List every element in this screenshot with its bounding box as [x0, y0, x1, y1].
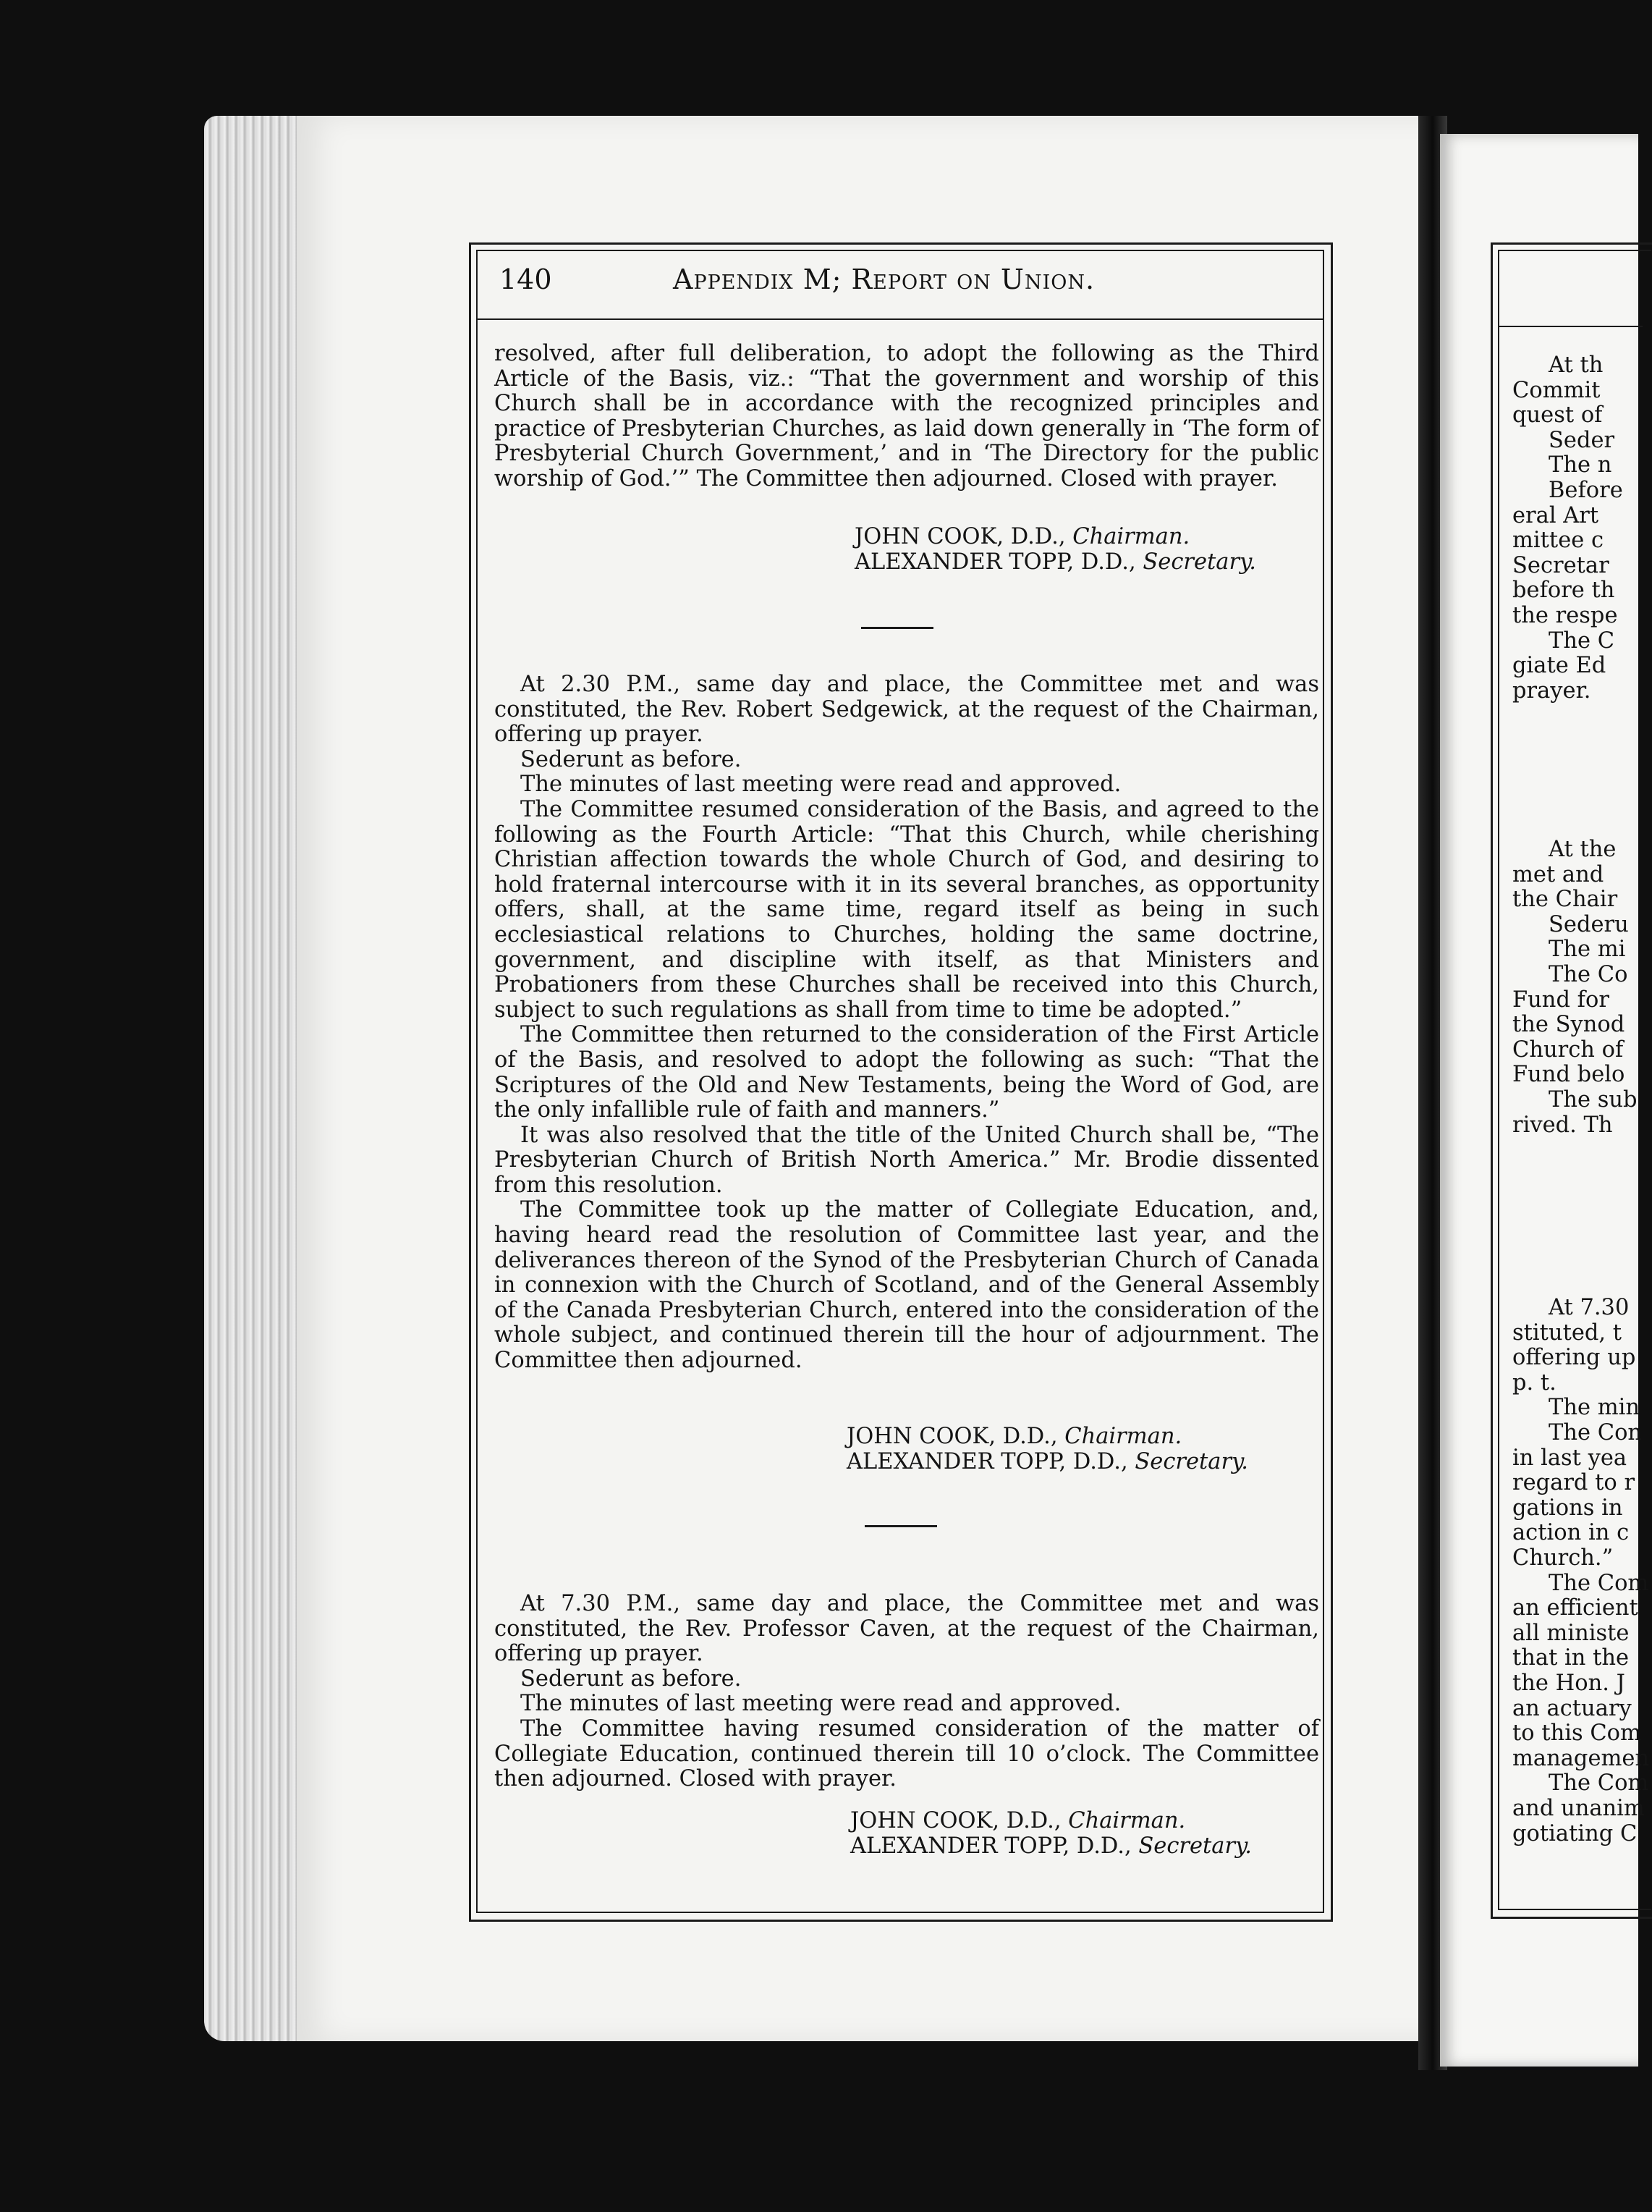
- right-page-line: the Hon. J: [1512, 1671, 1625, 1696]
- right-page-line: stituted, t: [1512, 1320, 1622, 1346]
- right-page-line: gotiating C: [1512, 1820, 1638, 1846]
- block1-text: [494, 342, 1319, 492]
- block2-paragraph: The Committee resumed consideration of the Basis, and agreed to the following as the Fourth Article: “That this Church, while cherishing Christian affection towards the whole Church of God, and desiring to hold fraternal intercourse with it in its several branches, as opportunity offers, shall, at the same time, regard itself as being in such ecclesiastical relations to Churches, holding the same doctrine, government, and discipline with itself, as that Ministers and Probationers from these Churches shall be received into this Church, subject to such regulations as shall from time to time be adopted.”: [494, 796, 1319, 1023]
- right-page-line: gations in: [1512, 1495, 1623, 1521]
- right-page-line: Commit: [1512, 377, 1601, 403]
- right-page-line: offering up: [1512, 1345, 1636, 1371]
- block3-paragraph: At 7.30 P.M., same day and place, the Committee met and was constituted, the Rev. Professor Caven, at the request of the Chairman, offering up prayer.: [494, 1591, 1319, 1667]
- right-page-line: The C: [1549, 628, 1615, 654]
- secretary-title: Secretary.: [1135, 1449, 1248, 1474]
- right-page-line: The min: [1549, 1395, 1640, 1421]
- right-page-line: the respe: [1512, 603, 1618, 628]
- right-page-line: The Con: [1549, 1420, 1643, 1445]
- section-divider: [865, 1525, 937, 1527]
- chair-title: Chairman.: [1068, 1808, 1186, 1833]
- block2-paragraph: The Committee then returned to the consideration of the First Article of the Basis, and resolved to adopt the following as such: “That the Scriptures of the Old and New Testaments, being the Word of God, are the only infallible rule of faith and manners.”: [494, 1022, 1319, 1123]
- right-page-line: all ministe: [1512, 1620, 1630, 1646]
- right-page-line: Church.”: [1512, 1545, 1614, 1571]
- right-page-line: that in the: [1512, 1645, 1630, 1671]
- block2-paragraph: At 2.30 P.M., same day and place, the Committee met and was constituted, the Rev. Robert Sedgewick, at the request of the Chairman, offering up prayer.: [494, 672, 1319, 748]
- right-page-line: Fund belo: [1512, 1062, 1625, 1088]
- secretary-title: Secretary.: [1138, 1833, 1252, 1859]
- header-rule: [476, 318, 1324, 320]
- right-page-line: an actuary: [1512, 1695, 1632, 1721]
- block3-paragraph: The minutes of last meeting were read and approved.: [520, 1691, 1122, 1717]
- block1-paragraph: resolved, after full deliberation, to adopt the following as the Third Article of the Basis, viz.: “That the government and worship of this Church shall be in accordance with the recognized principles and practice of Presbyterian Churches, as laid down generally in ‘The form of Presbyterial Church Government,’ and in ‘The Directory for the public worship of God.’” The Committee then adjourned. Closed with prayer.: [494, 341, 1319, 491]
- right-page-line: The n: [1549, 452, 1612, 478]
- chair-name: JOHN COOK, D.D.,: [847, 1424, 1058, 1449]
- block2-text: [494, 672, 1319, 1374]
- right-page-line: managemen: [1512, 1745, 1650, 1771]
- right-page-line: quest of: [1512, 402, 1603, 429]
- right-page-line: and unanim: [1512, 1796, 1645, 1821]
- block3-paragraph: Sederunt as before.: [520, 1666, 742, 1692]
- block1-chair-signature: [855, 525, 1190, 550]
- right-page-line: p. t.: [1512, 1369, 1556, 1396]
- right-page-line: regard to r: [1512, 1470, 1635, 1496]
- right-header-rule: [1498, 326, 1643, 327]
- secretary-name: ALEXANDER TOPP, D.D.,: [847, 1449, 1128, 1474]
- right-page-line: prayer.: [1512, 677, 1591, 704]
- right-page-line: giate Ed: [1512, 653, 1606, 679]
- block2-chair-signature: [847, 1424, 1182, 1450]
- block2-paragraph: It was also resolved that the title of the United Church shall be, “The Presbyterian Church of British North America.” Mr. Brodie dissented from this resolution.: [494, 1122, 1319, 1198]
- right-page-line: mittee c: [1512, 528, 1604, 554]
- right-page-line: before th: [1512, 578, 1615, 604]
- right-page-line: to this Com: [1512, 1721, 1641, 1747]
- chair-title: Chairman.: [1072, 524, 1190, 549]
- chair-title: Chairman.: [1064, 1424, 1182, 1449]
- right-page-line: At th: [1549, 353, 1604, 378]
- right-page-line: in last yea: [1512, 1445, 1627, 1471]
- block3-chair-signature: [850, 1809, 1185, 1834]
- page-number: 140: [499, 263, 552, 295]
- block3-paragraph: The Committee having resumed consideration of the matter of Collegiate Education, continued therein till 10 o’clock. The Committee then adjourned. Closed with prayer.: [494, 1715, 1319, 1792]
- right-page-line: Secretar: [1512, 552, 1609, 578]
- right-page-line: Before: [1549, 478, 1623, 503]
- right-page-line: action in c: [1512, 1520, 1630, 1546]
- block3-text: [494, 1592, 1319, 1792]
- right-page-line: The sub: [1549, 1087, 1638, 1113]
- right-page-line: eral Art: [1512, 502, 1599, 528]
- block2-secretary-signature: [847, 1450, 1248, 1475]
- right-page-line: the Synod: [1512, 1012, 1625, 1038]
- right-page-line: The mi: [1549, 937, 1626, 963]
- right-page-line: met and: [1512, 861, 1604, 887]
- secretary-name: ALEXANDER TOPP, D.D.,: [850, 1833, 1132, 1859]
- block2-paragraph: Sederunt as before.: [520, 746, 742, 772]
- section-divider: [861, 627, 933, 629]
- right-page-line: The Com: [1549, 1570, 1649, 1596]
- right-page-line: Fund for: [1512, 987, 1609, 1013]
- right-page-line: Sederu: [1549, 911, 1629, 937]
- running-head: Appendix M; Report on Union.: [673, 263, 1096, 295]
- block2-paragraph: The minutes of last meeting were read and approved.: [520, 772, 1122, 798]
- right-page-line: At 7.30: [1549, 1295, 1630, 1320]
- right-page-line: the Chair: [1512, 887, 1618, 913]
- chair-name: JOHN COOK, D.D.,: [855, 524, 1066, 549]
- block1-secretary-signature: [855, 550, 1256, 575]
- right-page-line: Seder: [1549, 427, 1615, 453]
- right-page-line: rived. Th: [1512, 1112, 1613, 1138]
- chair-name: JOHN COOK, D.D.,: [850, 1808, 1062, 1833]
- right-page-line: an efficient: [1512, 1595, 1638, 1621]
- right-page-line: Church of: [1512, 1037, 1624, 1063]
- secretary-name: ALEXANDER TOPP, D.D.,: [855, 549, 1136, 575]
- block2-paragraph: The Committee took up the matter of Collegiate Education, and, having heard read the resolution of Committee last year, and the deliverances thereon of the Synod of the Presbyterian Church of Canada in connexion with the Church of Scotland, and of the General Assembly of the Canada Presbyterian Church, entered into the consideration of the whole subject, and continued therein till the hour of adjournment. The Committee then adjourned.: [494, 1197, 1319, 1374]
- right-page-line: The Com: [1549, 1770, 1649, 1797]
- block3-secretary-signature: [850, 1834, 1252, 1859]
- right-page-line: At the: [1549, 837, 1617, 862]
- secretary-title: Secretary.: [1143, 549, 1256, 575]
- right-page-line: The Co: [1549, 962, 1628, 987]
